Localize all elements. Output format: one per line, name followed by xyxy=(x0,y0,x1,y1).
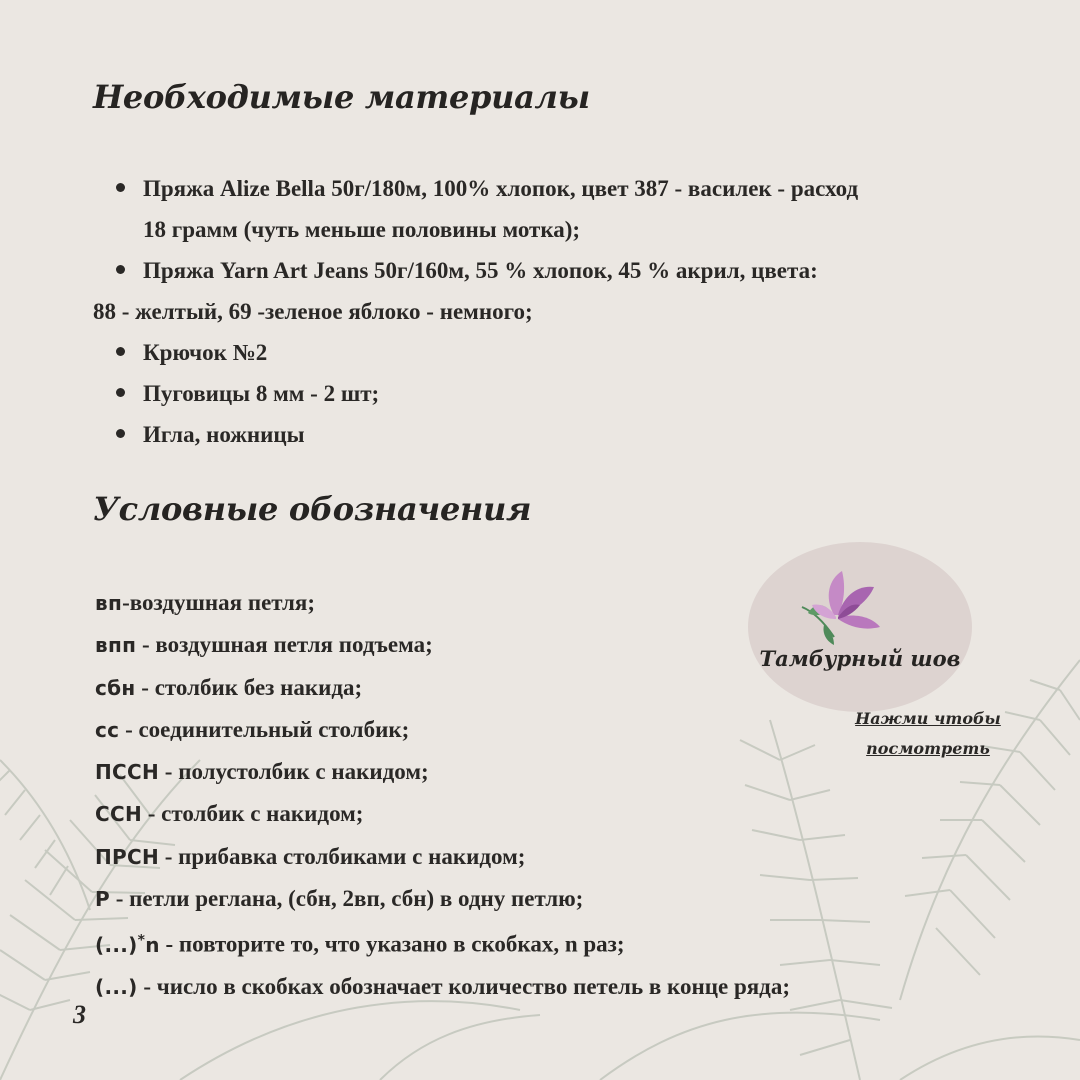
legend-abbr: ПССН xyxy=(95,760,160,785)
legend-text: - полустолбик с накидом; xyxy=(159,759,429,785)
legend-abbr: вп xyxy=(95,591,123,615)
legend-abbr-sup: * xyxy=(137,932,146,949)
legend-text: - число в скобках обозначает количество петель в конце ряда; xyxy=(137,974,790,1000)
logo-title: Тамбурный шов xyxy=(759,646,961,671)
legend-text: - петли реглана, (сбн, 2вп, сбн) в одну петлю; xyxy=(109,886,584,912)
legend-row xyxy=(95,793,995,835)
legend-text: - прибавка столбиками с накидом; xyxy=(159,843,526,869)
legend-text: -воздушная петля; xyxy=(122,590,316,615)
list-item xyxy=(93,373,1053,414)
legend-abbr xyxy=(95,933,160,957)
legend-text: - повторите то, что указано в скобках, n раз; xyxy=(159,932,625,958)
legend-row xyxy=(95,966,995,1008)
materials-list xyxy=(93,168,1053,455)
bullet-icon xyxy=(116,265,125,274)
material-text: Пряжа Alize Bella 50г/180м, 100% хлопок, цвет 387 - василек - расход xyxy=(143,176,859,201)
material-text: Пуговицы 8 мм - 2 шт; xyxy=(143,381,380,406)
legend-text: - столбик без накида; xyxy=(135,674,363,700)
bullet-icon xyxy=(116,429,125,438)
legend-row xyxy=(95,878,995,920)
bullet-icon xyxy=(116,183,125,192)
material-text: Игла, ножницы xyxy=(143,422,305,447)
bullet-icon xyxy=(116,347,125,356)
legend-text: - соединительный столбик; xyxy=(119,716,410,742)
bullet-icon xyxy=(116,388,125,397)
watch-link-line1: Нажми чтобы xyxy=(855,709,1001,728)
list-item-continuation: 88 - желтый, 69 -зеленое яблоко - немного; xyxy=(93,299,533,324)
flower-icon xyxy=(794,567,894,647)
watch-link-line2: посмотреть xyxy=(866,739,990,758)
legend-abbr: впп xyxy=(95,633,137,658)
legend-abbr: (...) xyxy=(95,975,138,1000)
legend-abbr-n: n xyxy=(145,933,160,958)
legend-abbr: ССН xyxy=(95,802,142,827)
legend-abbr: ПРСН xyxy=(95,844,160,869)
list-item xyxy=(93,414,1053,455)
list-item xyxy=(93,250,1053,291)
legend-abbr: Р xyxy=(95,887,110,912)
legend-abbr: сс xyxy=(95,717,120,742)
legend-text: - столбик с накидом; xyxy=(142,801,364,827)
material-text: Пряжа Yarn Art Jeans 50г/160м, 55 % хлопок, 45 % акрил, цвета: xyxy=(143,258,818,283)
heading-materials: Необходимые материалы xyxy=(93,78,590,116)
heading-legend: Условные обозначения xyxy=(93,490,532,528)
material-text: Крючок №2 xyxy=(143,340,268,365)
list-item xyxy=(93,332,1053,373)
legend-text: - воздушная петля подъема; xyxy=(136,632,433,658)
list-item xyxy=(93,168,1053,209)
legend-row xyxy=(95,920,995,966)
list-item-continuation: 18 грамм (чуть меньше половины мотка); xyxy=(143,217,581,242)
page-number: 3 xyxy=(73,1000,86,1029)
legend-abbr-parens: (...) xyxy=(95,933,138,958)
legend-row xyxy=(95,836,995,878)
watch-link[interactable] xyxy=(848,704,1008,764)
logo-badge[interactable] xyxy=(748,542,972,712)
legend-abbr: сбн xyxy=(95,675,136,700)
